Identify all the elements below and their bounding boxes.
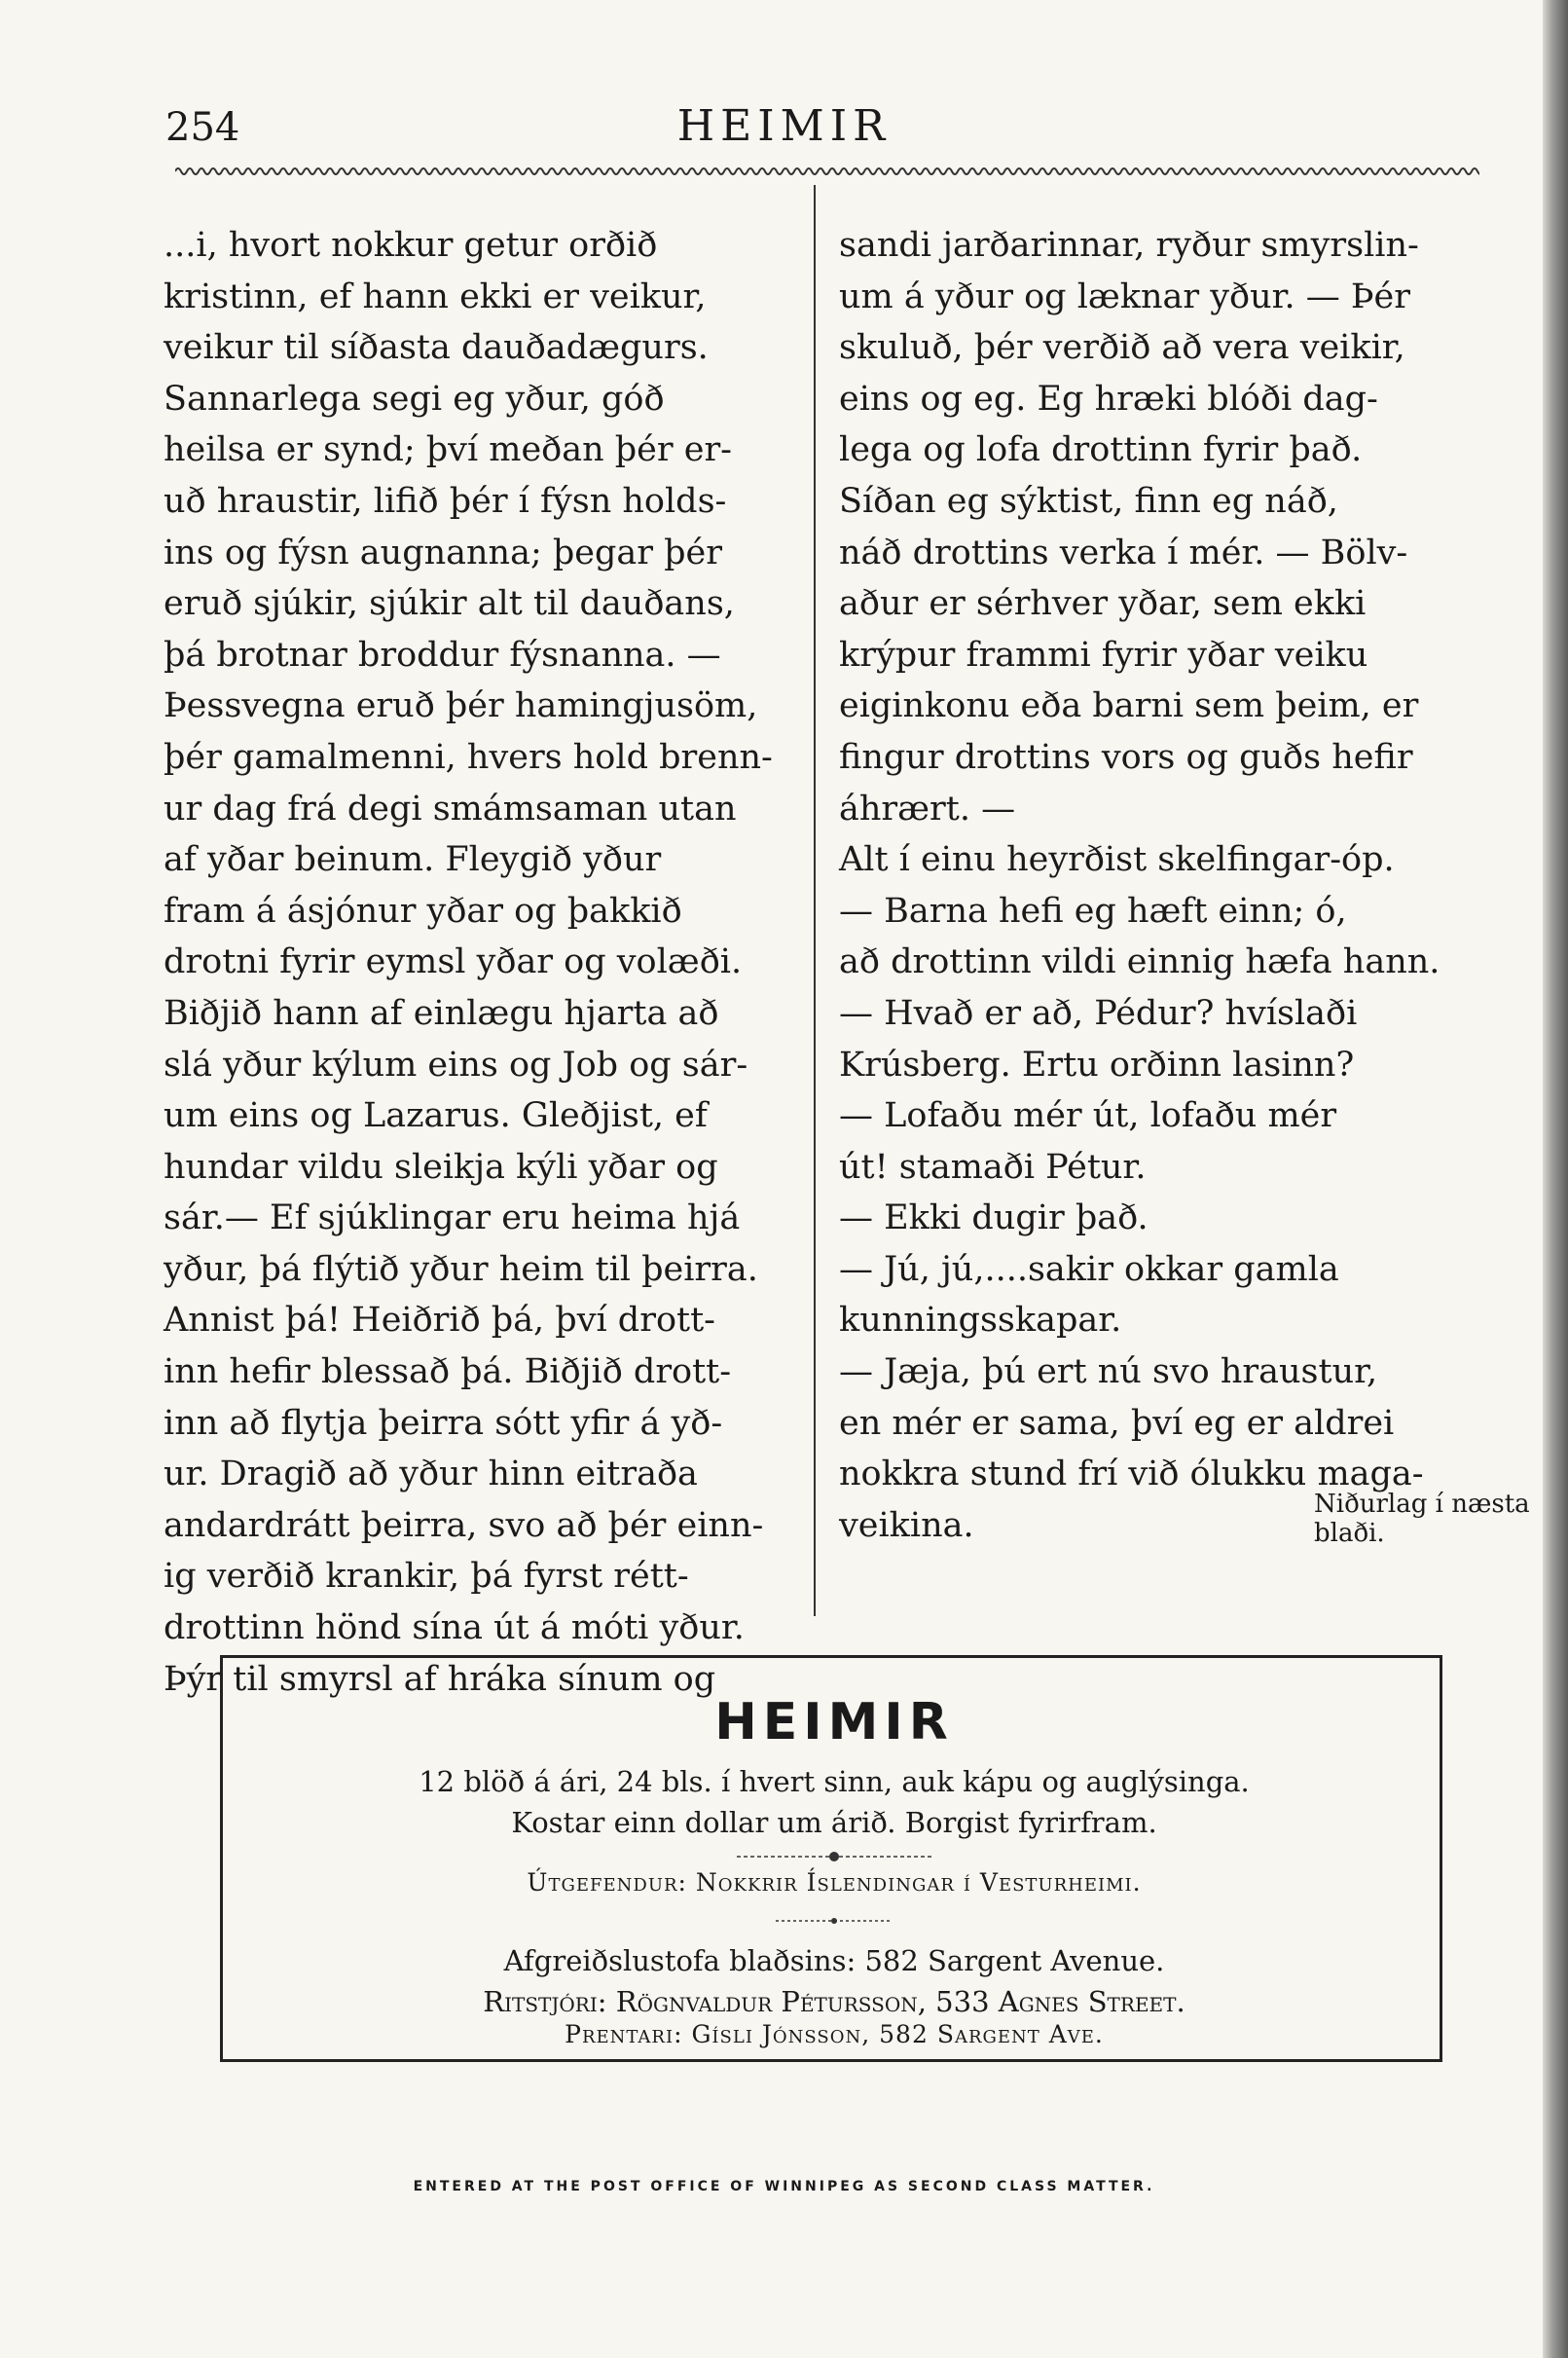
text-line: Annist þá! Heiðrið þá, því drott- — [164, 1301, 715, 1341]
text-line: náð drottins verka í mér. — Bölv- — [839, 533, 1408, 572]
running-title: HEIMIR — [676, 101, 892, 151]
text-line: Síðan eg sýktist, finn eg náð, — [839, 481, 1338, 521]
text-line: krýpur frammi fyrir yðar veiku — [839, 635, 1368, 675]
text-line: út! stamaði Pétur. — [839, 1147, 1147, 1187]
text-line: kristinn, ef hann ekki er veikur, — [164, 276, 707, 316]
text-line: að drottinn vildi einnig hæfa hann. — [839, 942, 1440, 982]
printer-line: Prentari: Gísli Jónsson, 582 Sargent Ave. — [565, 2020, 1104, 2048]
text-line: eruð sjúkir, sjúkir alt til dauðans, — [164, 584, 735, 624]
text-line: ...i, hvort nokkur getur orðið — [164, 226, 658, 265]
text-line: fingur drottins vors og guðs hefir — [839, 737, 1413, 777]
text-line: inn að flytja þeirra sótt yfir á yð- — [164, 1403, 723, 1443]
text-line: slá yður kýlum eins og Job og sár- — [164, 1045, 748, 1085]
header-wavy-rule — [175, 162, 1479, 181]
text-line: yður, þá flýtið yður heim til þeirra. — [164, 1249, 758, 1289]
text-line: heilsa er synd; því meðan þér er- — [164, 430, 733, 470]
text-line: Alt í einu heyrðist skelfingar-óp. — [839, 840, 1395, 880]
text-line: Biðjið hann af einlægu hjarta að — [164, 993, 719, 1033]
text-line: inn hefir blessað þá. Biðjið drott- — [164, 1352, 732, 1392]
text-line: — Ekki dugir það. — [839, 1198, 1149, 1238]
text-line: ig verðið krankir, þá fyrst rétt- — [164, 1557, 689, 1597]
text-line: hundar vildu sleikja kýli yðar og — [164, 1147, 718, 1187]
text-line: sandi jarðarinnar, ryður smyrslin- — [839, 226, 1419, 265]
text-line: aður er sérhver yðar, sem ekki — [839, 584, 1367, 624]
text-line: — Barna hefi eg hæft einn; ó, — [839, 891, 1347, 931]
text-line: uð hraustir, lifið þér í fýsn holds- — [164, 481, 727, 521]
text-line: fram á ásjónur yðar og þakkið — [164, 891, 682, 931]
text-line: af yðar beinum. Fleygið yður — [164, 840, 662, 880]
text-line: þér gamalmenni, hvers hold brenn- — [164, 737, 773, 777]
text-line: — Hvað er að, Pédur? hvíslaði — [839, 993, 1358, 1033]
continued-note: Niðurlag í næsta blaði. — [1314, 1490, 1530, 1548]
text-line: Krúsberg. Ertu orðinn lasinn? — [839, 1045, 1355, 1085]
text-line: andardrátt þeirra, svo að þér einn- — [164, 1505, 764, 1545]
text-line: en mér er sama, því eg er aldrei — [839, 1403, 1395, 1443]
ornament-divider-small — [776, 1913, 893, 1929]
text-line: ur. Dragið að yður hinn eitraða — [164, 1455, 698, 1494]
subscription-info: 12 blöð á ári, 24 bls. í hvert sinn, auk kápu og auglýsinga. — [419, 1765, 1250, 1798]
text-line: drotni fyrir eymsl yðar og volæði. — [164, 942, 743, 982]
text-line: kunningsskapar. — [839, 1301, 1122, 1341]
text-line: ins og fýsn augnanna; þegar þér — [164, 533, 722, 572]
text-line: drottinn hönd sína út á móti yður. — [164, 1608, 745, 1648]
text-line: nokkra stund frí við ólukku maga- — [839, 1455, 1424, 1494]
postal-entry-note: ENTERED AT THE POST OFFICE OF WINNIPEG AS SECOND CLASS MATTER. — [413, 2179, 1155, 2194]
masthead-box — [220, 1655, 1442, 2062]
text-line: — Jæja, þú ert nú svo hraustur, — [839, 1352, 1378, 1392]
masthead-title: HEIMIR — [714, 1693, 954, 1751]
text-line: áhrært. — — [839, 789, 1016, 829]
page-edge-shadow — [1543, 0, 1568, 2358]
text-line: eiginkonu eða barni sem þeim, er — [839, 686, 1419, 726]
right-column — [839, 220, 1481, 1551]
text-line: veikina. — [839, 1505, 974, 1545]
text-line: Sannarlega segi eg yður, góð — [164, 379, 665, 419]
text-line: — Jú, jú,....sakir okkar gamla — [839, 1249, 1339, 1289]
text-line: eins og eg. Eg hræki blóði dag- — [839, 379, 1378, 419]
text-line: ur dag frá degi smámsaman utan — [164, 789, 737, 829]
office-address: Afgreiðslustofa blaðsins: 582 Sargent Avenue. — [503, 1944, 1165, 1977]
editor-line: Ritstjóri: Rögnvaldur Pétursson, 533 Agnes Street. — [483, 1985, 1185, 2018]
page-number: 254 — [165, 105, 240, 150]
text-line: Þessvegna eruð þér hamingjusöm, — [164, 686, 758, 726]
text-line: veikur til síðasta dauðadægurs. — [164, 328, 709, 368]
price-info: Kostar einn dollar um árið. Borgist fyrirfram. — [511, 1806, 1157, 1839]
text-line: sár.— Ef sjúklingar eru heima hjá — [164, 1198, 741, 1238]
text-line: þá brotnar broddur fýsnanna. — — [164, 635, 721, 675]
text-line: skuluð, þér verðið að vera veikir, — [839, 328, 1405, 368]
ornament-divider — [737, 1849, 931, 1864]
column-divider — [814, 185, 816, 1616]
text-line: Þýr til smyrsl af hráka sínum og — [164, 1659, 716, 1699]
text-line: lega og lofa drottinn fyrir það. — [839, 430, 1363, 470]
left-column — [164, 220, 806, 1705]
text-line: um á yður og læknar yður. — Þér — [839, 276, 1411, 316]
publishers-line: Útgefendur: Nokkrir Íslendingar í Vesturheimi. — [527, 1868, 1142, 1897]
text-line: — Lofaðu mér út, lofaðu mér — [839, 1096, 1337, 1136]
text-line: um eins og Lazarus. Gleðjist, ef — [164, 1096, 708, 1136]
